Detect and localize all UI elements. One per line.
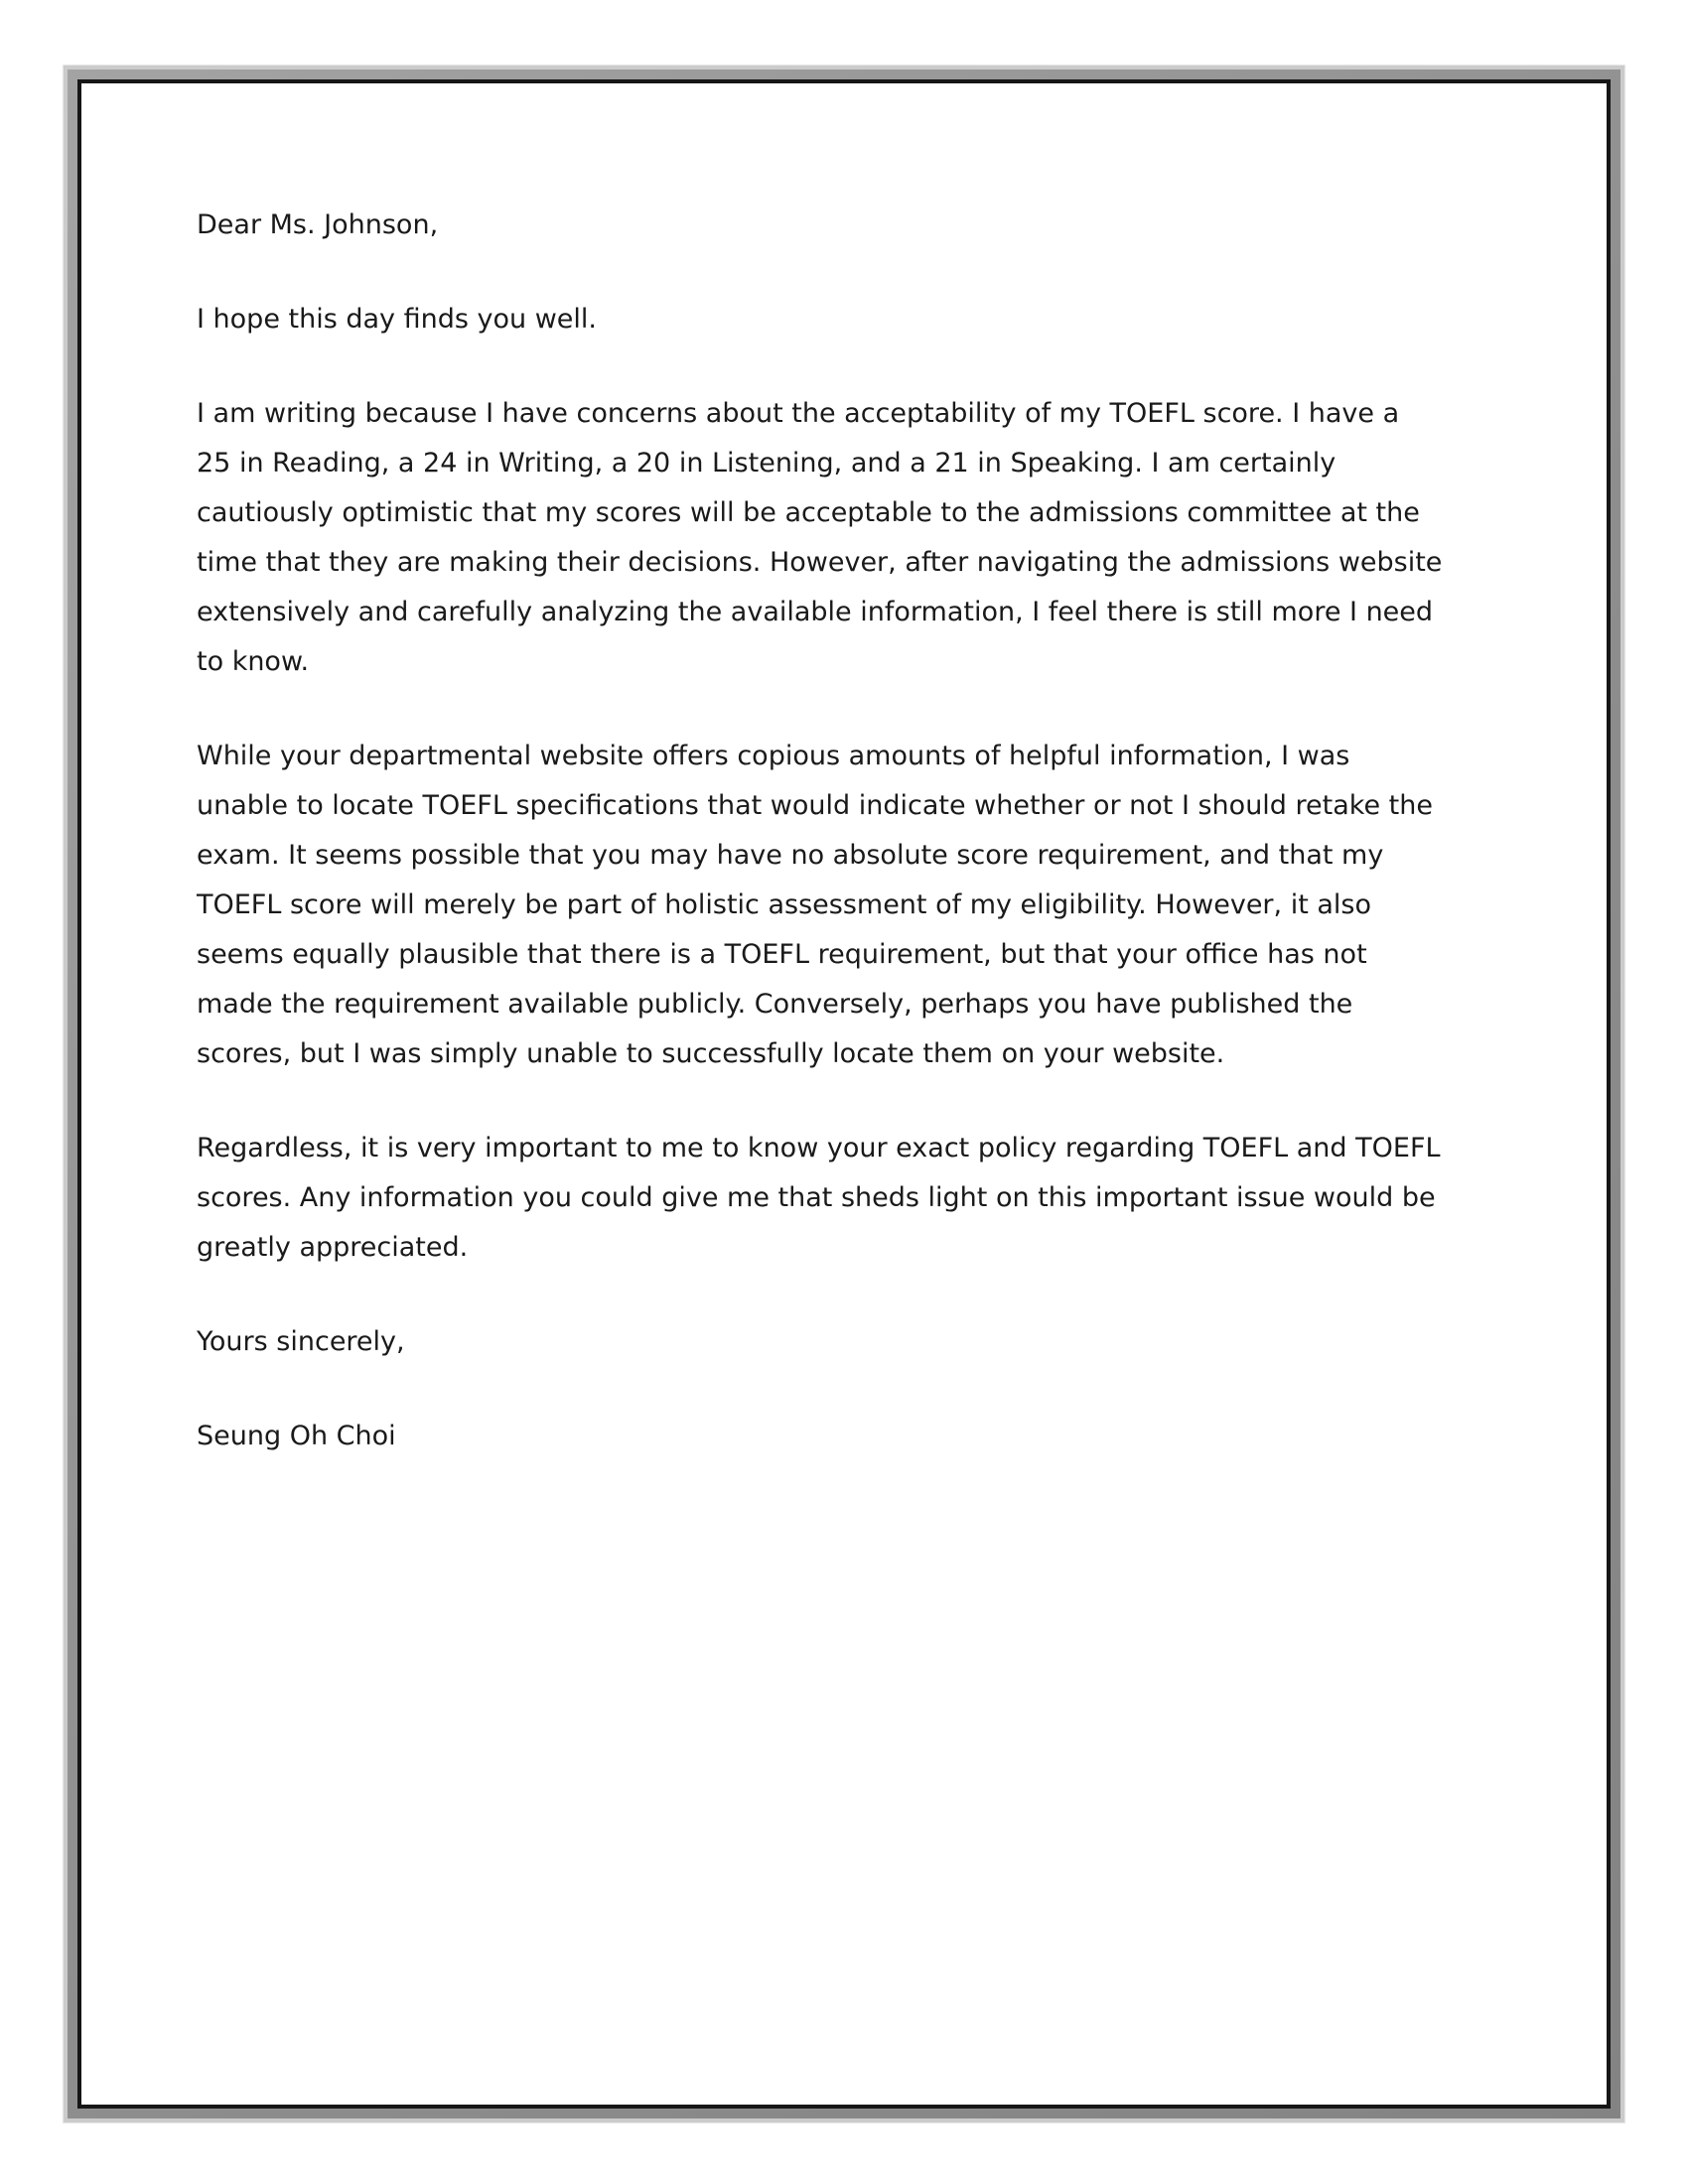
letter-paragraph-request [197,1124,1567,1273]
letter-line: scores, but I was simply unable to successfully locate them on your website. [197,1038,1225,1069]
letter-paragraph-body-1 [197,389,1567,687]
letter-line: I hope this day finds you well. [197,304,597,335]
letter-line: Seung Oh Choi [197,1421,396,1451]
letter-paragraph-body-2 [197,732,1567,1079]
letter-line: Yours sincerely, [197,1326,405,1357]
page-frame-inner-band [68,69,1620,2118]
letter-line: time that they are making their decisions. However, after navigating the admissions website [197,547,1443,578]
letter-line: I am writing because I have concerns about the acceptability of my TOEFL score. I have a [197,398,1400,429]
letter-line: extensively and carefully analyzing the available information, I feel there is still more I need [197,597,1434,627]
letter-line: unable to locate TOEFL specifications that would indicate whether or not I should retake the [197,790,1433,821]
letter-page [77,79,1611,2109]
letter-body [81,83,1607,1461]
letter-paragraph-opening [197,295,1567,344]
letter-line: exam. It seems possible that you may have no absolute score requirement, and that my [197,840,1384,871]
letter-line: seems equally plausible that there is a TOEFL requirement, but that your office has not [197,939,1367,970]
letter-line: 25 in Reading, a 24 in Writing, a 20 in Listening, and a 21 in Speaking. I am certainly [197,448,1336,478]
page-frame-outer-band [64,66,1624,2122]
letter-line: scores. Any information you could give me that sheds light on this important issue would be [197,1182,1436,1213]
letter-line: TOEFL score will merely be part of holistic assessment of my eligibility. However, it also [197,889,1372,920]
letter-line: to know. [197,646,310,677]
letter-line: Dear Ms. Johnson, [197,209,439,240]
letter-line: While your departmental website offers copious amounts of helpful information, I was [197,741,1350,771]
letter-line: cautiously optimistic that my scores will be acceptable to the admissions committee at the [197,497,1420,528]
letter-paragraph-signature [197,1412,1567,1461]
letter-line: Regardless, it is very important to me to know your exact policy regarding TOEFL and TOEFL [197,1133,1441,1163]
letter-paragraph-salutation [197,201,1567,250]
letter-line: made the requirement available publicly. Conversely, perhaps you have published the [197,989,1353,1020]
letter-line: greatly appreciated. [197,1232,469,1263]
letter-paragraph-valediction [197,1317,1567,1367]
